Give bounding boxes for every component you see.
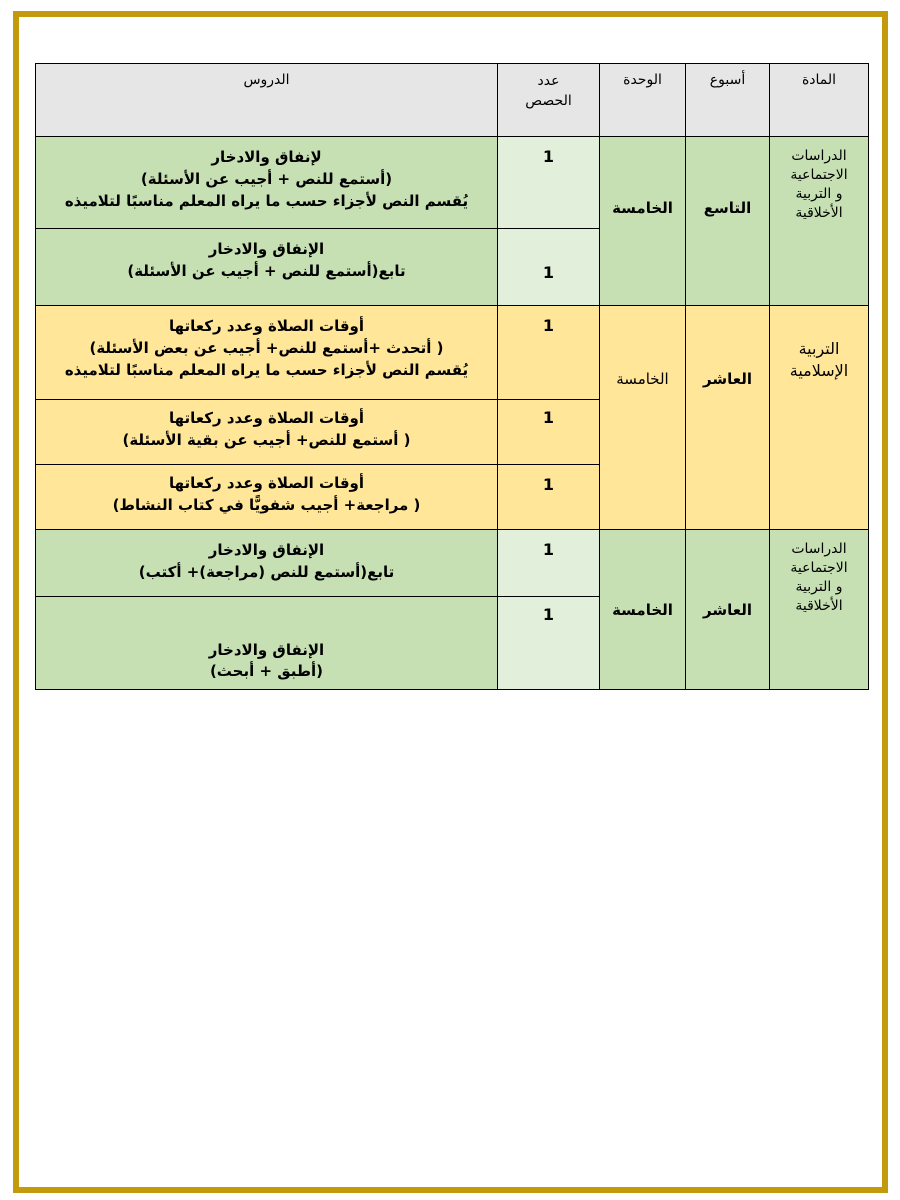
subject-line: الاجتماعية bbox=[790, 559, 848, 576]
count-cell: 1 bbox=[498, 400, 600, 465]
lesson-line: ( أستمع للنص+ أجيب عن بقية الأسئلة) bbox=[122, 430, 411, 449]
header-lessons: الدروس bbox=[36, 64, 498, 137]
lesson-line: الإنفاق والادخار bbox=[208, 640, 325, 659]
subject-cell bbox=[770, 306, 869, 530]
unit-cell: الخامسة bbox=[600, 137, 686, 306]
subject-line: الدراسات bbox=[791, 148, 847, 164]
count-cell: 1 bbox=[498, 530, 600, 597]
lesson-line: أوقات الصلاة وعدد ركعاتها bbox=[168, 317, 364, 335]
table-row bbox=[36, 530, 869, 597]
lesson-cell bbox=[36, 465, 498, 530]
unit-cell: الخامسة bbox=[600, 306, 686, 530]
lesson-line: ( أتحدث +أستمع للنص+ أجيب عن بعض الأسئلة) bbox=[89, 338, 444, 357]
lesson-cell bbox=[36, 306, 498, 400]
subject-line: التربية bbox=[798, 339, 840, 358]
week-cell: العاشر bbox=[686, 306, 770, 530]
week-cell: التاسع bbox=[686, 137, 770, 306]
count-cell: 1 bbox=[498, 597, 600, 690]
header-unit: الوحدة bbox=[600, 64, 686, 137]
lesson-line: ( مراجعة+ أجيب شفويًّا في كتاب النشاط) bbox=[112, 495, 421, 514]
subject-line: و التربية bbox=[795, 185, 843, 202]
header-row bbox=[36, 64, 869, 137]
lesson-cell bbox=[36, 137, 498, 229]
lesson-line: تابع(أستمع للنص + أجيب عن الأسئلة) bbox=[127, 261, 406, 280]
lesson-line: (أطبق + أبحث) bbox=[209, 662, 324, 681]
subject-line: الأخلاقية bbox=[795, 204, 843, 221]
header-count: عدد الحصص bbox=[498, 64, 600, 137]
lesson-cell bbox=[36, 400, 498, 465]
lesson-line: الإنفاق والادخار bbox=[208, 240, 325, 258]
lesson-line: أوقات الصلاة وعدد ركعاتها bbox=[168, 409, 364, 427]
week-cell: العاشر bbox=[686, 530, 770, 690]
subject-line: الإسلامية bbox=[789, 360, 849, 380]
unit-cell: الخامسة bbox=[600, 530, 686, 690]
subject-cell bbox=[770, 530, 869, 690]
lesson-line: الإنفاق والادخار bbox=[208, 541, 325, 559]
lesson-line: لإنفاق والادخار bbox=[211, 148, 322, 166]
lesson-cell bbox=[36, 597, 498, 690]
lesson-line: تابع(أستمع للنص (مراجعة)+ أكتب) bbox=[138, 562, 395, 581]
count-cell: 1 bbox=[498, 229, 600, 306]
subject-cell bbox=[770, 137, 869, 306]
count-cell: 1 bbox=[498, 465, 600, 530]
table-row bbox=[36, 137, 869, 229]
count-cell: 1 bbox=[498, 137, 600, 229]
lesson-line: (أستمع للنص + أجيب عن الأسئلة) bbox=[140, 169, 393, 188]
count-cell: 1 bbox=[498, 306, 600, 400]
lesson-cell bbox=[36, 229, 498, 306]
subject-line: و التربية bbox=[795, 578, 843, 595]
lesson-cell bbox=[36, 530, 498, 597]
lesson-line: يُقسم النص لأجزاء حسب ما يراه المعلم مناسبًا لتلاميذه bbox=[64, 191, 469, 210]
table-row bbox=[36, 306, 869, 400]
subject-line: الأخلاقية bbox=[795, 597, 843, 614]
lesson-line: أوقات الصلاة وعدد ركعاتها bbox=[168, 474, 364, 492]
header-subject: المادة bbox=[770, 64, 869, 137]
header-week: أسبوع bbox=[686, 64, 770, 137]
subject-line: الدراسات bbox=[791, 541, 847, 557]
subject-line: الاجتماعية bbox=[790, 166, 848, 183]
lesson-plan-table bbox=[35, 63, 869, 690]
lesson-line: يُقسم النص لأجزاء حسب ما يراه المعلم مناسبًا لتلاميذه bbox=[64, 360, 469, 379]
